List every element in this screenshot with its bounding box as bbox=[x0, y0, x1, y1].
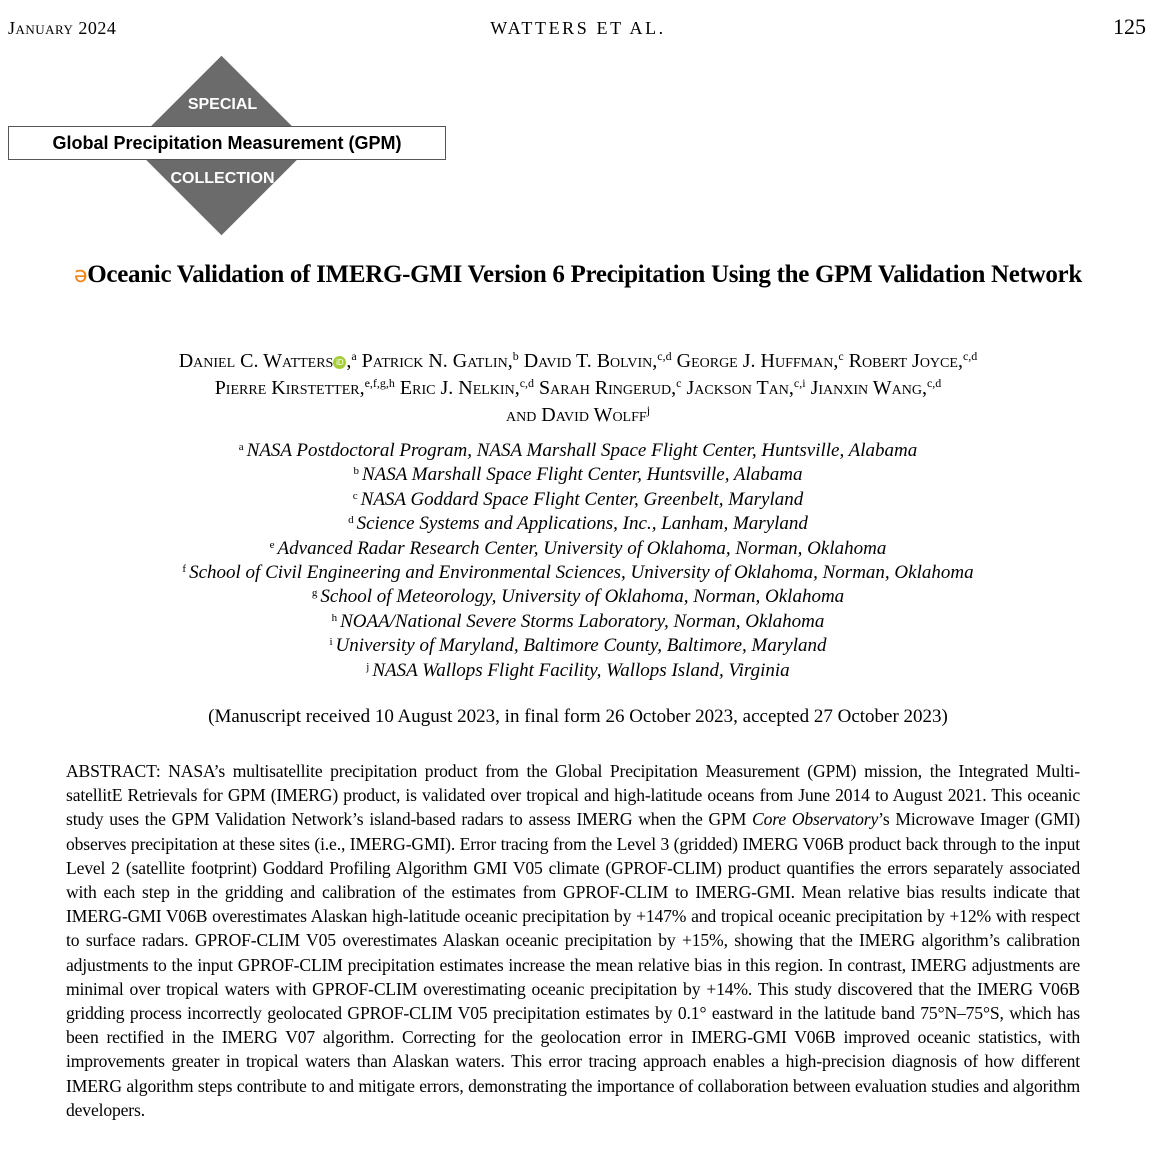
author: George J. Huffman,$^c$ bbox=[676, 349, 844, 372]
author bbox=[506, 404, 650, 426]
abstract-text-2: ’s Microwave Imager (GMI) observes precipitation at these sites (i.e., IMERG-GMI). Error tracing from the Level 3 (gridded) IMERG V06B product back through to the input Level 2 (satellite footprint) Goddard Profiling Algorithm GMI V05 climate (GPROF-CLIM) product quantifies the errors separately associated with each step in the gridding and calibration of the estimates from GPROF-CLIM to IMERG-GMI. Mean relative bias results indicate that IMERG-GMI V06B overestimates Alaskan high-latitude oceanic precipitation by +147% and tropical oceanic precipitation by +12% with respect to surface radars. GPROF-CLIM V05 overestimates Alaskan oceanic precipitation by +15%, showing that the IMERG algorithm’s calibration adjustments to the input GPROF-CLIM precipitation estimates increase the mean relative bias in this region. In contrast, IMERG adjustments are minimal over tropical waters with GPROF-CLIM overestimating oceanic precipitation by +14%. This study discovered that the IMERG V06B gridding process incorrectly geolocated GPROF-CLIM V05 precipitation estimates by 0.1° eastward in the latitude band 75°N–75°S, which has been rectified in the IMERG V07 algorithm. Correcting for the geolocation error in IMERG-GMI V06B improved oceanic statistics, with improvements greater in tropical waters than Alaskan waters. This error tracing approach enables a high-precision diagnosis of how different IMERG algorithm steps contribute to and mitigate errors, demonstrating the importance of collaboration between evaluation studies and algorithm developers. bbox=[66, 809, 1080, 1120]
affiliation bbox=[0, 610, 1156, 634]
affiliation-key: e bbox=[269, 538, 275, 551]
affiliation-text: NASA Marshall Space Flight Center, Huntsville, Alabama bbox=[362, 464, 803, 486]
author-affiliation-marker: a bbox=[351, 349, 357, 363]
affiliation bbox=[0, 561, 1156, 585]
affiliation bbox=[0, 634, 1156, 658]
affiliation-key: c bbox=[352, 489, 358, 502]
author-affiliation-marker: c bbox=[838, 349, 844, 363]
author-name: Daniel C. Watters bbox=[178, 350, 334, 372]
page-number: 125 bbox=[1113, 14, 1146, 39]
abstract-label: ABSTRACT: bbox=[66, 761, 161, 781]
author-name: Pierre Kirstetter bbox=[214, 377, 360, 399]
author-affiliation-marker: c,d bbox=[657, 349, 672, 363]
affiliation-text: University of Maryland, Baltimore County, Baltimore, Maryland bbox=[335, 635, 827, 657]
author-affiliation-marker: c bbox=[676, 376, 682, 390]
author-name: and David Wolff bbox=[505, 404, 647, 426]
affiliation bbox=[0, 463, 1156, 487]
author: Eric J. Nelkin,$^{c,d}$ bbox=[399, 376, 535, 399]
issue-date: January 2024 bbox=[8, 18, 117, 38]
author: Patrick N. Gatlin,$^b$ bbox=[361, 349, 519, 372]
affiliation-key: h bbox=[331, 611, 338, 624]
logo-special-text: SPECIAL bbox=[187, 96, 258, 113]
manuscript-dates: (Manuscript received 10 August 2023, in final form 26 October 2023, accepted 27 October 2023) bbox=[208, 706, 948, 727]
author: Robert Joyce,$^{c,d}$ bbox=[848, 349, 978, 372]
author: David T. Bolvin,$^{c,d}$ bbox=[523, 349, 672, 372]
author-affiliation-marker: j bbox=[646, 403, 651, 417]
orcid-icon[interactable]: iD bbox=[333, 356, 346, 369]
logo-collection-text: COLLECTION bbox=[170, 170, 275, 187]
author-affiliation-marker: e,f,g,h bbox=[364, 376, 395, 390]
author-name: David T. Bolvin bbox=[523, 350, 653, 372]
author: Sarah Ringerud,$^c$ bbox=[539, 376, 682, 399]
author: Jackson Tan,$^{c,i}$ bbox=[686, 376, 806, 399]
affiliation-key: d bbox=[348, 514, 354, 527]
article-title bbox=[0, 258, 1156, 293]
affiliation-key: f bbox=[182, 563, 187, 576]
affiliation-list bbox=[0, 439, 1156, 683]
affiliation-key: j bbox=[366, 660, 370, 673]
affiliation bbox=[0, 537, 1156, 561]
article-title-text: Oceanic Validation of IMERG-GMI Version 6 Precipitation Using the GPM Validation Network bbox=[87, 261, 1082, 288]
author-affiliation-marker: c,i bbox=[793, 376, 806, 390]
author-affiliation-marker: c,d bbox=[962, 349, 978, 363]
affiliation-text: NASA Goddard Space Flight Center, Greenbelt, Maryland bbox=[360, 488, 804, 510]
special-collection-logo bbox=[0, 60, 460, 240]
affiliation-text: NOAA/National Severe Storms Laboratory, Norman, Oklahoma bbox=[340, 610, 825, 632]
abstract bbox=[66, 759, 1080, 1122]
author-list bbox=[0, 348, 1156, 429]
abstract-italic: Core Observatory bbox=[752, 809, 879, 830]
author-name: Jianxin Wang bbox=[810, 377, 922, 399]
author-affiliation-marker: c,d bbox=[519, 376, 535, 390]
author-name: Sarah Ringerud bbox=[539, 377, 672, 399]
affiliation bbox=[0, 512, 1156, 536]
affiliation-text: School of Civil Engineering and Environmental Sciences, University of Oklahoma, Norman, Oklahoma bbox=[189, 562, 974, 584]
affiliation bbox=[0, 488, 1156, 512]
running-head bbox=[0, 14, 1156, 44]
affiliation-text: Advanced Radar Research Center, University of Oklahoma, Norman, Oklahoma bbox=[277, 537, 887, 559]
abstract-text-1: NASA’s multisatellite precipitation product from the Global Precipitation Measurement (GPM) mission, the Integrated Multi-satellitE Retrievals for GPM (IMERG) product, is validated over tropical and high-latitude oceans from June 2014 to August 2021. This oceanic study uses the GPM Validation Network’s island-based radars to assess IMERG when the GPM bbox=[66, 761, 1080, 830]
affiliation-key: b bbox=[353, 465, 359, 478]
affiliation bbox=[0, 585, 1156, 609]
affiliation-text: Science Systems and Applications, Inc., Lanham, Maryland bbox=[356, 513, 808, 535]
author-name: Patrick N. Gatlin bbox=[361, 350, 508, 372]
author-name: Eric J. Nelkin bbox=[399, 377, 515, 399]
affiliation-text: NASA Wallops Flight Facility, Wallops Island, Virginia bbox=[372, 659, 790, 681]
affiliation-key: i bbox=[329, 636, 333, 649]
author-name: Robert Joyce bbox=[848, 350, 958, 372]
affiliation-text: NASA Postdoctoral Program, NASA Marshall Space Flight Center, Huntsville, Alabama bbox=[246, 440, 918, 461]
affiliation-key: a bbox=[238, 441, 244, 453]
logo-collection-name: Global Precipitation Measurement (GPM) bbox=[8, 126, 446, 160]
open-access-icon: ə bbox=[74, 263, 88, 288]
author-name: George J. Huffman bbox=[676, 350, 834, 372]
author-name: Jackson Tan bbox=[686, 377, 789, 399]
author-affiliation-marker: c,d bbox=[926, 376, 942, 390]
affiliation bbox=[0, 439, 1156, 463]
affiliation bbox=[0, 659, 1156, 683]
running-title: WATTERS ET AL. bbox=[490, 18, 666, 38]
affiliation-text: School of Meteorology, University of Oklahoma, Norman, Oklahoma bbox=[320, 586, 845, 608]
author: Daniel C. Watters iD ,$^a$ bbox=[178, 349, 357, 372]
author: Pierre Kirstetter,$^{e,f,g,h}$ bbox=[214, 376, 395, 399]
author: Jianxin Wang,$^{c,d}$ bbox=[810, 376, 942, 399]
author-affiliation-marker: b bbox=[512, 349, 519, 363]
affiliation-key: g bbox=[311, 587, 318, 600]
